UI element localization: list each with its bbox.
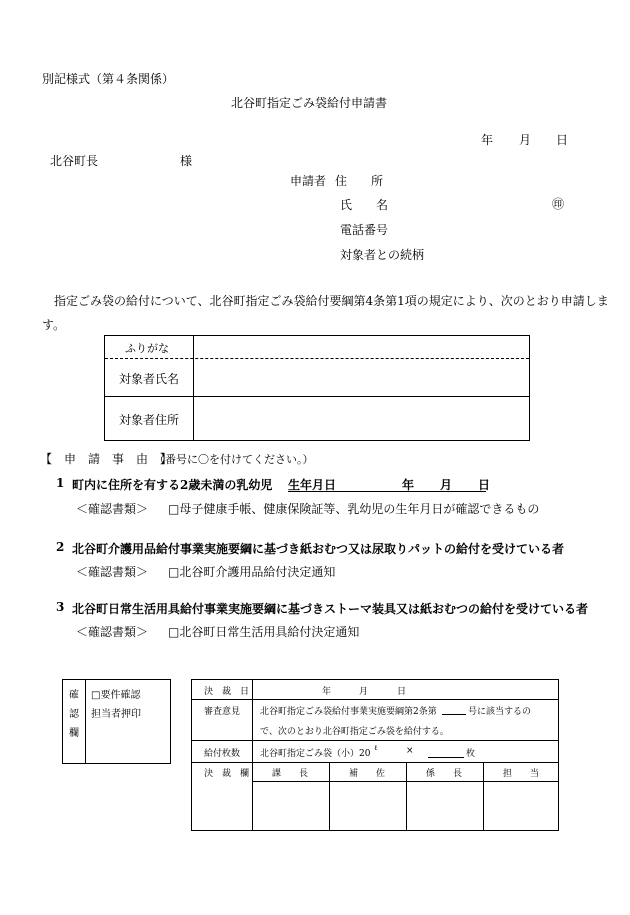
addressee-name: 北谷町長 [50, 154, 99, 168]
birth-date-field[interactable] [288, 476, 491, 492]
approval-col-staff: 担 当 [503, 769, 540, 779]
reasons-heading-note: （番号に〇を付けてください。） [154, 453, 314, 466]
addressee-honorific: 様 [180, 154, 193, 168]
reason-2-doc-label: ＜確認書類＞ [76, 565, 149, 579]
decision-day-label: 日 [397, 687, 407, 697]
reason-1-doc-label: ＜確認書類＞ [76, 502, 149, 516]
count-sheet-label: 枚 [466, 749, 476, 759]
count-label: 給付枚数 [204, 749, 241, 759]
approval-col-assistant: 補 佐 [349, 769, 386, 779]
applicant-label: 申請者 [290, 174, 327, 188]
form-reference: 別記様式（第４条関係） [42, 72, 175, 86]
target-address-field[interactable] [197, 400, 525, 436]
reason-1-doc-text[interactable]: □母子健康手帳、健康保険証等、乳幼児の生年月日が確認できるもの [168, 502, 540, 516]
reason-1-number[interactable]: 1 [56, 476, 65, 490]
confirm-char-2: 認 [69, 709, 79, 720]
reason-2-doc-text[interactable]: □北谷町介護用品給付決定通知 [168, 565, 336, 579]
reasons-heading: 【 申 請 事 由 】 [40, 452, 173, 466]
decision-year-label: 年 [322, 687, 332, 697]
confirm-char-3: 欄 [69, 728, 79, 739]
birth-year-label: 年 [402, 478, 415, 492]
liter-unit: ℓ [374, 744, 378, 752]
review-number-blank[interactable] [442, 714, 466, 715]
target-name-field[interactable] [197, 362, 525, 394]
review-text-line1-a: 北谷町指定ごみ袋給付事業実施要綱第2条第 [260, 707, 437, 717]
target-name-label: 対象者氏名 [119, 372, 180, 386]
approval-col-chief: 係 長 [426, 769, 463, 779]
form-title: 北谷町指定ごみ袋給付申請書 [231, 96, 388, 110]
birth-day-label: 日 [478, 478, 491, 492]
decision-table [191, 679, 559, 831]
furigana-label: ふりがな [125, 342, 169, 355]
count-text: 北谷町指定ごみ袋（小）20 [260, 749, 371, 759]
date-month-label: 月 [519, 133, 532, 147]
reason-1-text: 町内に住所を有する2歳未満の乳幼児 [72, 478, 273, 492]
decision-month-label: 月 [359, 687, 369, 697]
applicant-address-label: 住 所 [335, 174, 384, 188]
body-text-line2: す。 [42, 318, 66, 332]
count-times: × [406, 746, 414, 756]
date-year-label: 年 [481, 133, 494, 147]
review-label: 審査意見 [204, 707, 241, 717]
reason-2-number[interactable]: 2 [56, 540, 65, 554]
count-blank[interactable] [428, 757, 464, 758]
birth-date-label: 生年月日 [288, 478, 337, 492]
furigana-field[interactable] [197, 338, 525, 356]
reason-3-doc-text[interactable]: □北谷町日常生活用具給付決定通知 [168, 625, 360, 639]
birth-month-label: 月 [440, 478, 453, 492]
applicant-phone-label: 電話番号 [340, 223, 389, 237]
staff-seal-label: 担当者押印 [91, 709, 141, 720]
requirement-check[interactable]: □要件確認 [91, 690, 141, 701]
approval-col-section-chief: 課 長 [272, 769, 309, 779]
date-day-label: 日 [556, 133, 569, 147]
applicant-relation-label: 対象者との続柄 [340, 248, 425, 262]
confirm-box [62, 679, 171, 764]
review-text-line1-b: 号に該当するの [468, 707, 532, 717]
applicant-name-label: 氏 名 [340, 198, 389, 212]
reason-3-number[interactable]: 3 [56, 600, 65, 614]
seal-mark: ㊞ [552, 197, 565, 211]
reason-3-text: 北谷町日常生活用具給付事業実施要綱に基づきストーマ装具又は紙おむつの給付を受けている者 [72, 602, 589, 616]
body-text-line1: 指定ごみ袋の給付について、北谷町指定ごみ袋給付要綱第4条第1項の規定により、次のとおり申請しま [54, 294, 609, 308]
confirm-char-1: 確 [69, 690, 79, 701]
reason-3-doc-label: ＜確認書類＞ [76, 625, 149, 639]
target-address-label: 対象者住所 [119, 413, 180, 427]
target-table [104, 335, 530, 441]
decision-date-label: 決 裁 日 [204, 687, 250, 697]
reason-2-text: 北谷町介護用品給付事業実施要綱に基づき紙おむつ又は尿取りパットの給付を受けている者 [72, 542, 565, 556]
approval-label: 決 裁 欄 [204, 769, 250, 779]
review-text-line2: で、次のとおり北谷町指定ごみ袋を給付する。 [260, 727, 449, 737]
